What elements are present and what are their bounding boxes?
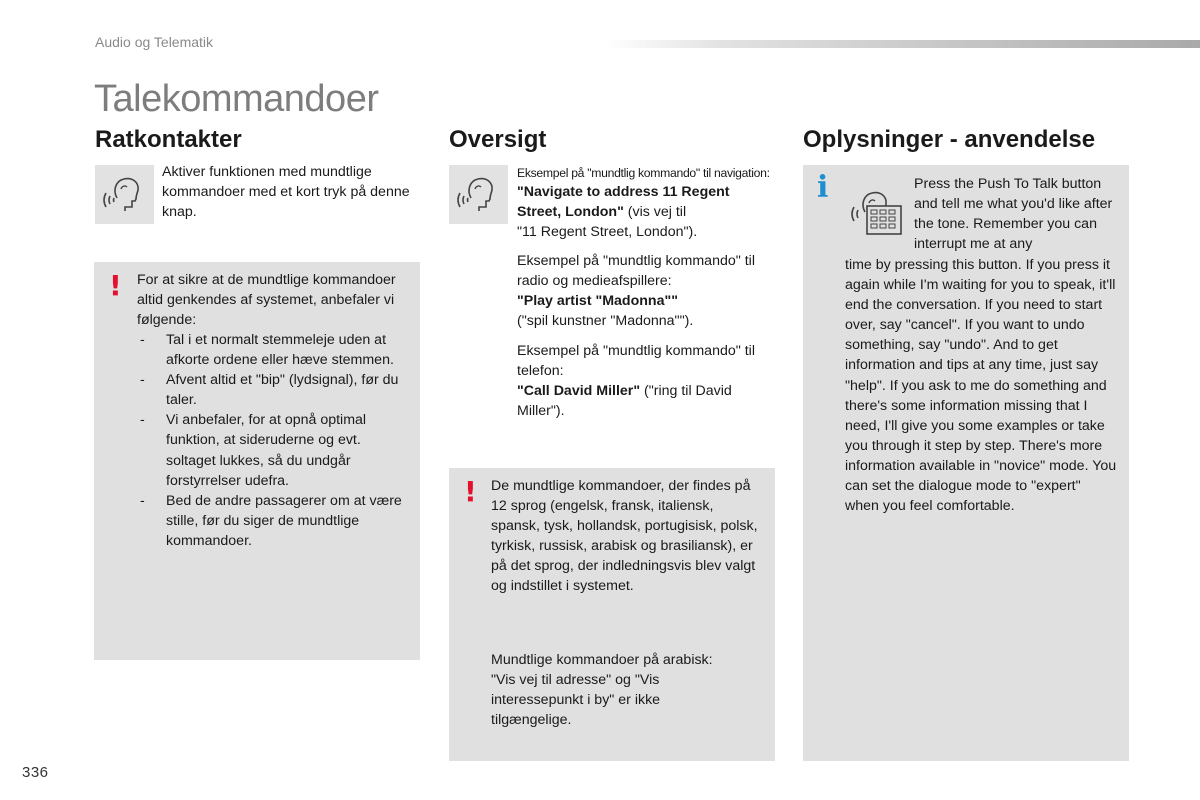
page-title: Talekommandoer bbox=[94, 78, 379, 120]
phone-command: "Call David Miller" bbox=[517, 383, 641, 399]
voice-command-icon bbox=[449, 165, 508, 224]
nav-example bbox=[517, 182, 762, 222]
heading-oplysninger: Oplysninger - anvendelse bbox=[803, 126, 1096, 153]
warning-icon: ! bbox=[109, 269, 122, 302]
radio-example-caption: Eksempel på "mundtlig kommando" til radio og medieafspillere: bbox=[517, 253, 755, 290]
phone-example-caption: Eksempel på "mundtlig kommando" til telefon: bbox=[517, 343, 755, 380]
warning-icon: ! bbox=[464, 475, 477, 508]
list-item: - Vi anbefaler, for at opnå optimal funktion, at sideruderne og evt. soltaget lukkes, så du undgår forstyrrelser udefra. bbox=[137, 410, 407, 490]
list-item: - Afvent altid et "bip" (lydsignal), før du taler. bbox=[137, 370, 407, 410]
heading-ratkontakter: Ratkontakter bbox=[95, 126, 242, 153]
heading-oversigt: Oversigt bbox=[449, 126, 547, 153]
radio-translation: ("spil kunstner "Madonna""). bbox=[517, 313, 694, 329]
nav-translation-a: (vis vej til bbox=[623, 204, 687, 221]
header-gradient-bar bbox=[605, 40, 1200, 48]
ratkontakter-warning-intro: For at sikre at de mundtlige kommandoer altid genkendes af systemet, anbefaler vi følgende: bbox=[137, 272, 396, 329]
info-text-top: Press the Push To Talk button and tell me what you'd like after the tone. Remember you can interrupt me at any bbox=[914, 176, 1113, 253]
radio-command: "Play artist "Madonna"" bbox=[517, 293, 678, 309]
voice-command-keypad-icon bbox=[845, 179, 907, 237]
list-item: - Tal i et normalt stemmeleje uden at afkorte ordene eller hæve stemmen. bbox=[137, 330, 407, 370]
ratkontakter-warning-list bbox=[137, 330, 407, 551]
phone-example bbox=[517, 381, 762, 421]
languages-warning-text: De mundtlige kommandoer, der findes på 12 sprog (engelsk, fransk, italiensk, spansk, tysk, hollandsk, portugisisk, polsk, tyrkisk, russisk, arabisk og brasiliansk), er på det sprog, der indledningsvis blev valgt og indstillet i systemet. bbox=[491, 478, 758, 595]
info-text-bottom: time by pressing this button. If you press it again while I'm waiting for you to speak, it'll end the conversation. If you need to start over, say "cancel". If you want to undo something, say "undo". And to get information and tips at any time, just say "help". If you ask to me do something and there's some information missing that I need, I'll give you some examples or take you through it step by step. There's more information available in "novice" mode. You can set the dialogue mode to "expert" when you feel comfortable. bbox=[845, 257, 1117, 515]
nav-command: "Navigate to address 11 Regent Street, London" bbox=[517, 184, 730, 221]
phone-translation: ("ring til David Miller"). bbox=[517, 383, 732, 420]
arabic-warning-text: Mundtlige kommandoer på arabisk: "Vis vej til adresse" og "Vis interessepunkt i by" er ikke tilgængelige. bbox=[491, 652, 713, 729]
nav-translation-b: "11 Regent Street, London"). bbox=[517, 224, 698, 240]
info-icon: i bbox=[817, 170, 829, 205]
nav-example-caption: Eksempel på "mundtlig kommando" til navigation: bbox=[517, 166, 770, 180]
ratkontakter-intro: Aktiver funktionen med mundtlige kommandoer med et kort tryk på denne knap. bbox=[162, 164, 410, 221]
page-number: 336 bbox=[22, 764, 49, 781]
list-item: - Bed de andre passagerer om at være stille, før du siger de mundtlige kommandoer. bbox=[137, 491, 407, 551]
section-header: Audio og Telematik bbox=[95, 34, 214, 50]
voice-command-icon bbox=[95, 165, 154, 224]
